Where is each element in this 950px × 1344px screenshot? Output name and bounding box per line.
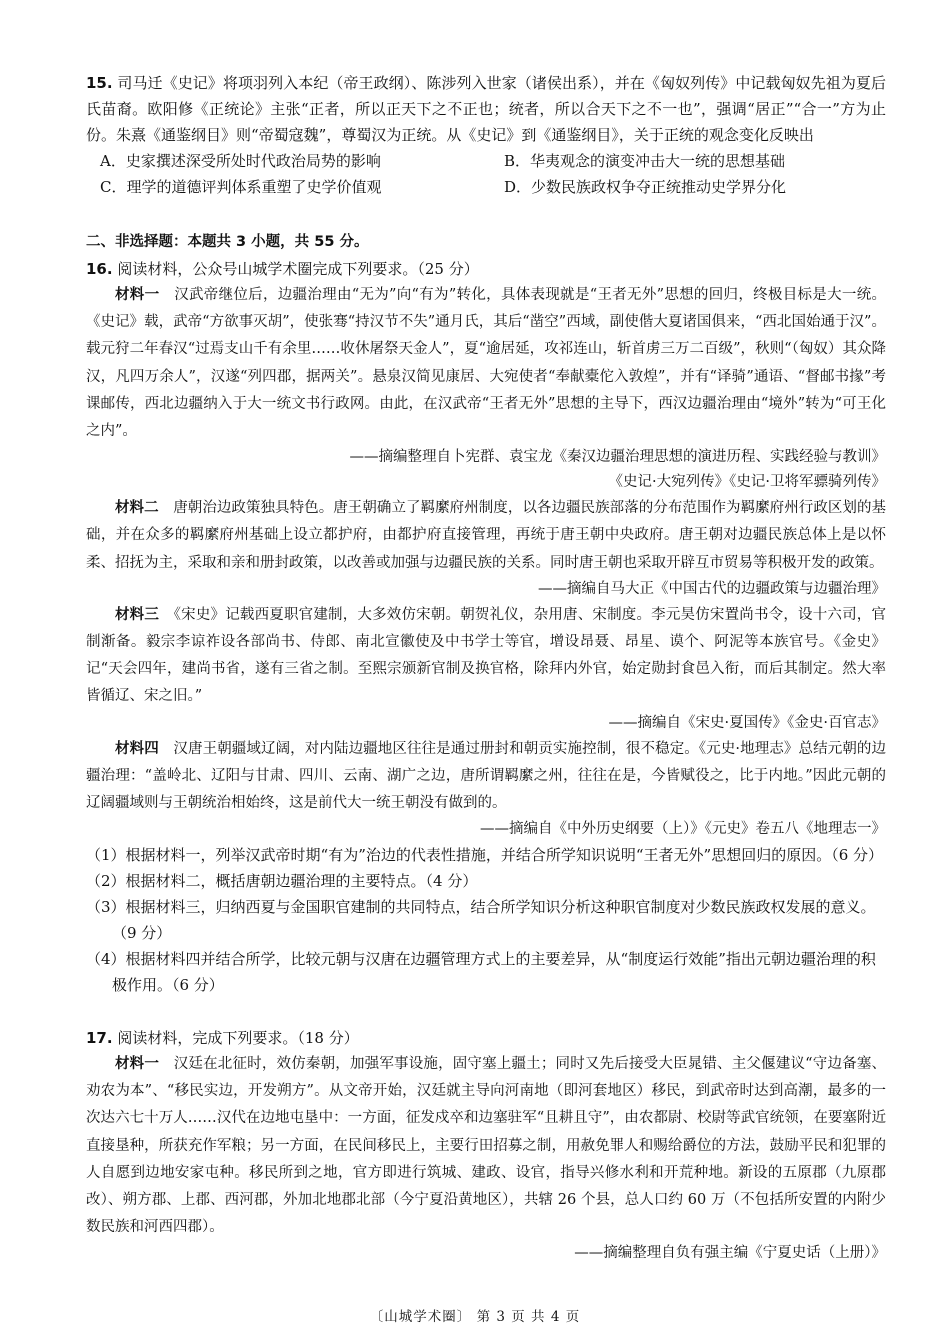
- material-3: [86, 602, 886, 711]
- option-b[interactable]: B．华夷观念的演变冲击大一统的思想基础: [504, 152, 786, 170]
- material-4: [86, 736, 886, 818]
- material-source: ——摘编自《宋史·夏国传》《金史·百官志》: [608, 714, 886, 731]
- material-label: 材料二: [115, 500, 159, 517]
- question-15: [86, 70, 886, 200]
- material-source: 《史记·大宛列传》《史记·卫将军骠骑列传》: [608, 474, 886, 491]
- sub-question-4: （4）根据材料四并结合所学，比较元朝与汉唐在边疆管理方式上的主要差异，从“制度运行效能”指出元朝边疆治理的积极作用。（6 分）: [86, 950, 876, 995]
- question-17-stem: [86, 1025, 886, 1051]
- question-number: 15.: [86, 74, 113, 92]
- sub-question-1: （1）根据材料一，列举汉武帝时期“有为”治边的代表性措施，并结合所学知识说明“王者无外”思想回归的原因。（6 分）: [86, 846, 884, 865]
- option-d[interactable]: D．少数民族政权争夺正统推动史学界分化: [504, 178, 787, 196]
- material-label: 材料一: [115, 287, 160, 303]
- section-title: 二、非选择题：本题共 3 小题，共 55 分。: [86, 234, 369, 250]
- question-text: 阅读材料，完成下列要求。（18 分）: [117, 1029, 359, 1047]
- material-text: 唐朝治边政策独具特色。唐王朝确立了羁縻府州制度，以各边疆民族部落的分布范围作为羁縻府州行政区划的基础，并在众多的羁縻府州基础上设立都护府，由都护府直接管理，再统于唐王朝中央政府。唐王朝对边疆民族总体上是以怀柔、招抚为主，采取和亲和册封政策，以改善或加强与边疆民族的关系。同时唐王朝也采取开辟互市贸易等积极开发的政策。: [86, 500, 887, 571]
- material-label: 材料一: [115, 1056, 160, 1072]
- question-17: [86, 1025, 886, 1266]
- question-15-stem: [86, 70, 886, 148]
- question-number: 17.: [86, 1029, 113, 1047]
- question-16: [86, 256, 886, 998]
- material-text: 《宋史》记载西夏职官建制，大多效仿宋朝。朝贺礼仪，杂用唐、宋制度。李元昊仿宋置尚书令，设十六司，官制渐备。毅宗李谅祚设各部尚书、侍郎、南北宣徽使及中书学士等官，增设昂聂、昂星、谟个、阿泥等本族官号。《金史》记“天会四年，建尚书省，遂有三省之制。至熙宗颁新官制及换官格，除拜内外官，始定勋封食邑入衔，而后其制定。然大率皆循辽、宋之旧。”: [86, 606, 886, 705]
- page-footer: 〔山城学术圈〕 第 3 页 共 4 页: [369, 1309, 581, 1325]
- options: [86, 148, 886, 200]
- section-header: [86, 230, 886, 254]
- material-label: 材料四: [115, 740, 159, 757]
- question-text: 阅读材料，公众号山城学术圈完成下列要求。（25 分）: [117, 260, 479, 278]
- question-16-stem: [86, 256, 886, 282]
- material-text: 汉廷在北征时，效仿秦朝，加强军事设施，固守塞上疆土；同时又先后接受大臣晁错、主父偃建议“守边备塞、劝农为本”、“移民实边，开发朔方”。从文帝开始，汉廷就主导向河南地（即河套地区）移民，到武帝时达到高潮，最多的一次达六七十万人……汉代在边地屯垦中：一方面，征发戍卒和边塞驻军“且耕且守”，由农都尉、校尉等武官统领，在要塞附近直接垦种，所获充作军粮；另一方面，在民间移民上，主要行田招募之制，用赦免罪人和赐给爵位的方法，鼓励平民和犯罪的人自愿到边地安家屯种。移民所到之地，官方即进行筑城、建政、设官，指导兴修水利和开荒种地。新设的五原郡（九原郡改）、朔方郡、上郡、西河郡，外加北地郡北部（今宁夏沿黄地区），共辖 26 个县，总人口约 60 万（不包括所安置的内附少数民族和河西四郡）。: [86, 1056, 886, 1236]
- material-text: 汉唐王朝疆域辽阔，对内陆边疆地区往往是通过册封和朝贡实施控制，很不稳定。《元史·地理志》总结元朝的边疆治理：“盖岭北、辽阳与甘肃、四川、云南、湖广之边，唐所谓羁縻之州，往往在是，今皆赋役之，比于内地。”因此元朝的辽阔疆域则与王朝统治相始终，这是前代大一统王朝没有做到的。: [86, 740, 887, 812]
- option-c[interactable]: C．理学的道德评判体系重塑了史学价值观: [100, 178, 382, 196]
- option-a[interactable]: A．史家撰述深受所处时代政治局势的影响: [100, 152, 381, 170]
- sub-question-3: （3）根据材料三，归纳西夏与金国职官建制的共同特点，结合所学知识分析这种职官制度对少数民族政权发展的意义。（9 分）: [86, 898, 876, 943]
- material-source: ——摘编整理自负有强主编《宁夏史话（上册）》: [574, 1245, 886, 1262]
- material-1: [86, 1051, 886, 1241]
- material-source: ——摘编自马大正《中国古代的边疆政策与边疆治理》: [538, 580, 886, 597]
- material-1: [86, 282, 886, 445]
- material-source: ——摘编自《中外历史纲要（上）》《元史》卷五八《地理志一》: [480, 821, 886, 838]
- material-label: 材料三: [115, 606, 160, 623]
- question-number: 16.: [86, 260, 113, 278]
- material-text: 汉武帝继位后，边疆治理由“无为”向“有为”转化，具体表现就是“王者无外”思想的回归，终极目标是大一统。《史记》载，武帝“方欲事灭胡”，使张骞“持汉节不失”通月氏，其后“凿空”西域，副使偕大夏诸国俱来，“西北国始通于汉”。载元狩二年春汉“过焉支山千有余里……收休屠祭天金人”，夏“逾居延，攻祁连山，斩首虏三万二百级”，秋则“（匈奴）其众降汉，凡四万余人”，汉遂“列四郡，据两关”。悬泉汉简见康居、大宛使者“奉献橐佗入敦煌”，并有“译骑”通语、“督邮书掾”考课邮传，西北边疆纳入于大一统文书行政网。由此，在汉武帝“王者无外”思想的主导下，西汉边疆治理由“境外”转为“可王化之内”。: [86, 287, 886, 440]
- sub-question-2: （2）根据材料二，概括唐朝边疆治理的主要特点。（4 分）: [86, 872, 478, 891]
- material-2: [86, 495, 886, 577]
- question-text: 司马迁《史记》将项羽列入本纪（帝王政纲）、陈涉列入世家（诸侯出系），并在《匈奴列传》中记载匈奴先祖为夏后氏苗裔。欧阳修《正统论》主张“正者，所以正天下之不正也；统者，所以合天下之不一也”，强调“居正”“合一”方为止份。朱熹《通鉴纲目》则“帝蜀寇魏”，尊蜀汉为正统。从《史记》到《通鉴纲目》，关于正统的观念变化反映出: [86, 74, 886, 144]
- material-source: ——摘编整理自卜宪群、袁宝龙《秦汉边疆治理思想的演进历程、实践经验与教训》: [349, 449, 886, 466]
